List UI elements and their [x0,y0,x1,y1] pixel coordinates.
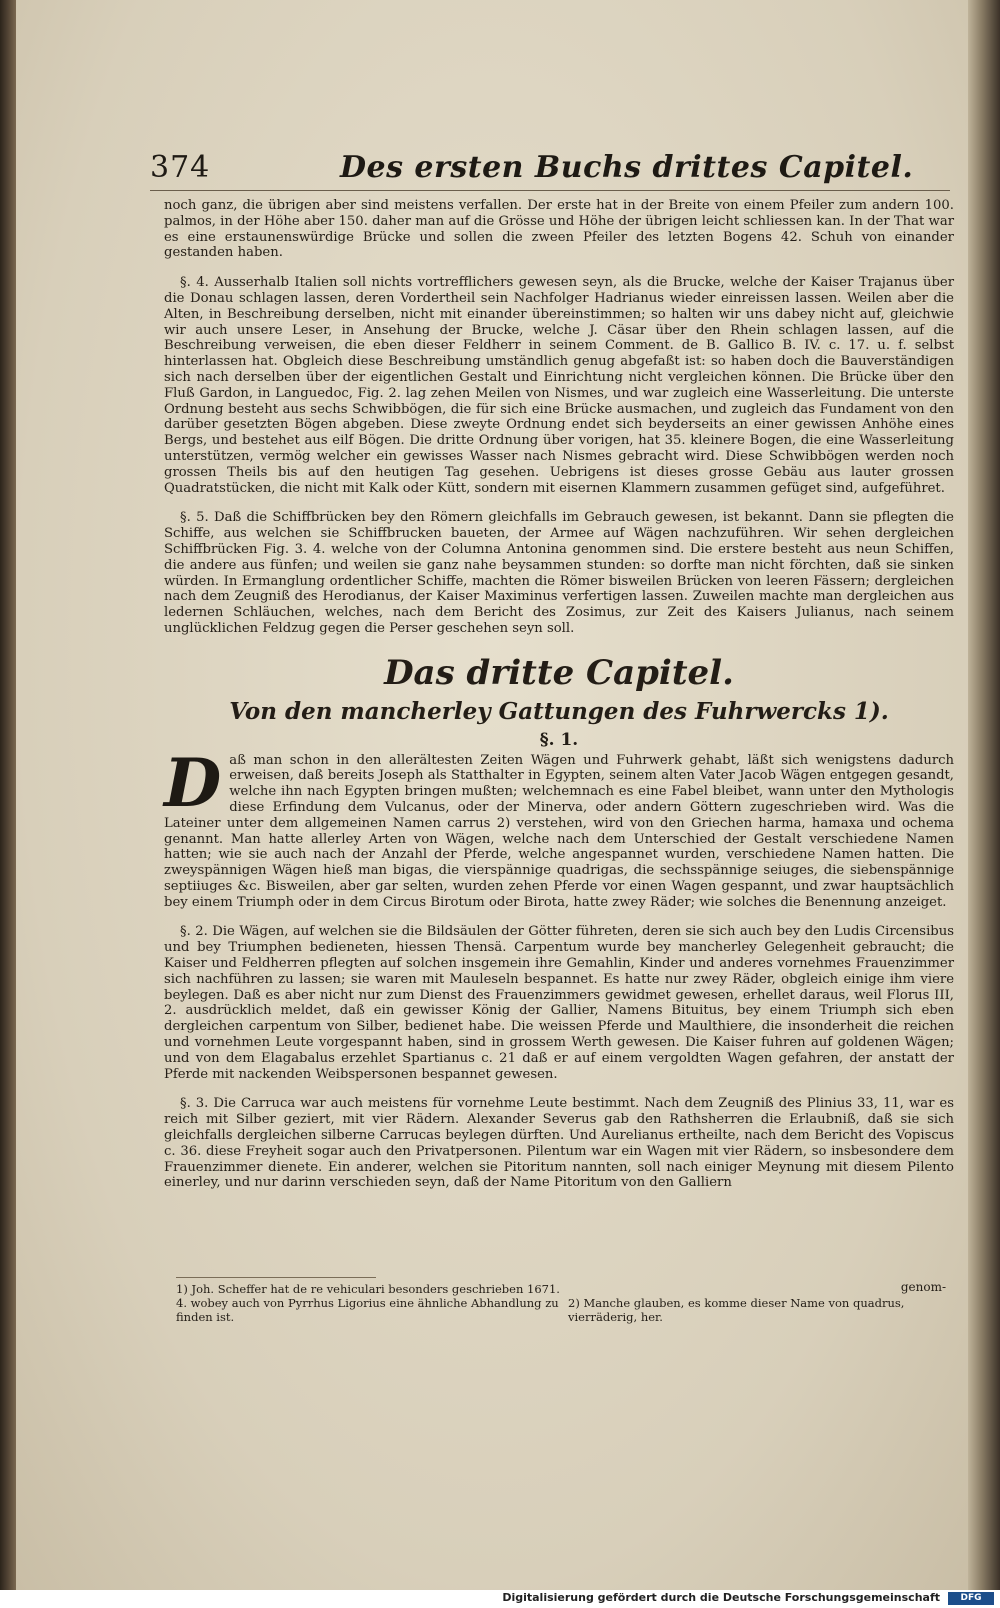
page-stack-edge [968,0,1000,1590]
drop-cap: D [164,743,222,822]
paragraph-chapter-section-3: §. 3. Die Carruca war auch meistens für vornehme Leute bestimmt. Nach dem Zeugniß des Plinius 33, 11, war es reich mit Silber geziert, mit vier Rädern. Alexander Severus gab den Rathsherren die Erlaubniß, daß sie sich gleichfalls dergleichen silberne Carrucas beylegen dürften. Und Aurelianus ertheilte, nach dem Bericht des Vopiscus c. 36. diese Freyheit sogar auch den Privatpersonen. Pilentum war ein Wagen mit vier Rädern, so insbesondere dem Frauenzimmer dienete. Ein anderer, welchen sie Pitoritum nannten, soll nach einiger Meynung mit diesem Pilento einerley, und nur darinn verschieden seyn, daß der Name Pitoritum von den Galliern [164,1096,954,1191]
paragraph-chapter-section-1 [164,743,954,911]
catchword: genom- [900,1280,946,1294]
dfg-logo-icon: DFG [948,1592,994,1605]
chapter-title: Das dritte Capitel. [384,652,734,693]
page-body [164,198,954,1205]
footnote-rule [176,1277,376,1278]
book-binding-edge [0,0,16,1590]
running-head: Des ersten Buchs drittes Capitel. [340,150,914,185]
paragraph-text: aß man schon in den allerältesten Zeiten Wägen und Fuhrwerk gehabt, läßt sich wenigstens dadurch erweisen, daß bereits Joseph als Statthalter in Egypten, seinem alten Vater Jacob Wägen entgegen gesandt, welche ihn nach Egypten bringen mußten; welchemnach es eine Fabel bleibet, wann unter den Mythologis diese Erfindung dem Vulcanus, oder der Minerva, oder andern Göttern zugeschrieben wird. Was die Lateiner unter dem allgemeinen Namen carrus 2) verstehen, wird von den Griechen harma, hamaxa und ochema genannt. Man hatte allerley Arten von Wägen, welche nach dem Unterschied der Gestalt verschiedene Namen hatten; wie sie auch nach der Anzahl der Pferde, welche angespannet wurden, verschiedene Namen hatten. Die zweyspännigen Wägen hieß man bigas, die vierspännige quadrigas, die sechsspännige seiuges, die siebenspännige septiiuges &c. Bisweilen, aber gar selten, wurden zehen Pferde vor einen Wagen gespannt, und zwar hauptsächlich bey einem Triumph oder in dem Circus Birotum oder Birota, hatte zwey Räder; wie solches die Benennung anzeiget. [164,752,954,910]
digitization-footer [0,1590,1000,1608]
paragraph-section-4: §. 4. Ausserhalb Italien soll nichts vortrefflichers gewesen seyn, als die Brucke, welche der Kaiser Trajanus über die Donau schlagen lassen, deren Vordertheil sein Nachfolger Hadrianus wieder einreissen lassen. Weilen aber die Alten, in Beschreibung derselben, nicht mit einander übereinstimmen; so halten wir uns dabey nicht auf, gleichwie wir auch unsere Leser, in Ansehung der Brucke, welche J. Cäsar über den Rhein schlagen lassen, auf die Beschreibung verweisen, die eben dieser Feldherr in seinem Comment. de B. Gallico B. IV. c. 17. u. f. selbst hinterlassen hat. Obgleich diese Beschreibung umständlich genug abgefaßt ist: so haben doch die Bauverständigen sich nach derselben über der eigentlichen Gestalt und Einrichtung nicht vergleichen können. Die Brücke über den Fluß Gardon, in Languedoc, Fig. 2. lag zehen Meilen von Nismes, und war zugleich eine Wasserleitung. Die unterste Ordnung besteht aus sechs Schwibbögen, die für sich eine Brücke ausmachen, und zugleich das Fundament von den darüber gesetzten Bögen abgeben. Diese zweyte Ordnung endet sich beyderseits an einer gewissen Anhöhe eines Bergs, und bestehet aus eilf Bögen. Die dritte Ordnung über vorigen, hat 35. kleinere Bogen, die eine Wasserleitung unterstützen, vermög welcher ein gewisses Wasser nach Nismes gebracht wird. Diese Schwibbögen werden noch grossen Theils bis auf den heutigen Tag gesehen. Uebrigens ist dieses grosse Gebäu aus lauter grossen Quadratstücken, die nicht mit Kalk oder Kütt, sondern mit eisernen Klammern zusammen gefüget sind, aufgeführet. [164,275,954,496]
footnote-2: 2) Manche glauben, es komme dieser Name von quadrus, vierräderig, her. [568,1296,905,1324]
header-rule [150,190,950,191]
page-header [150,150,950,194]
section-mark: §. 1. [539,729,579,750]
paragraph-continuation: noch ganz, die übrigen aber sind meistens verfallen. Der erste hat in der Breite von einem Pfeiler zum andern 100. palmos, in der Höhe aber 150. daher man auf die Grösse und Höhe der übrigen leicht schliessen kan. In der That war es eine erstaunenswürdige Brücke und sollen die zween Pfeiler des letzten Bogens 42. Schuh von einander gestanden haben. [164,198,954,261]
paragraph-chapter-section-2: §. 2. Die Wägen, auf welchen sie die Bildsäulen der Götter führeten, deren sie sich auch bey den Ludis Circensibus und bey Triumphen bedieneten, hiessen Thensä. Carpentum wurde bey mancherley Gelegenheit gebraucht; die Kaiser und Feldherren pflegten auf solchen insgemein ihre Gemahlin, Kinder und anderes vornehmes Frauenzimmer sich nachführen zu lassen; sie waren mit Mauleseln bespannet. Es hatte nur zwey Räder, obgleich einige ihm viere beylegen. Daß es aber nicht nur zum Dienst des Frauenzimmers gewidmet gewesen, erhellet daraus, weil Florus III, 2. ausdrücklich meldet, daß ein gewisser König der Gallier, Namens Bituitus, bey einem Triumph sich eben dergleichen carpentum von Silber, bedienet habe. Die weissen Pferde und Maulthiere, die insonderheit die reichen und vornehmen Leute vorgespannt haben, sind in grossem Werth gewesen. Die Kaiser fuhren auf goldenen Wägen; und von dem Elagabalus erzehlet Spartianus c. 21 daß er auf einem vergoldten Wagen gefahren, der anstatt der Pferde mit nackenden Weibspersonen bespannet gewesen. [164,924,954,1082]
paragraph-section-5: §. 5. Daß die Schiffbrücken bey den Römern gleichfalls im Gebrauch gewesen, ist bekannt. Dann sie pflegten die Schiffe, aus welchen sie Schiffbrucken baueten, der Armee auf Wägen nachzuführen. Wir sehen dergleichen Schiffbrücken Fig. 3. 4. welche von der Columna Antonina genommen sind. Die erstere besteht aus neun Schiffen, die andere aus fünfen; und weilen sie ganz nahe beysammen stunden: so dorfte man nicht förchten, daß sie sinken würden. In Ermanglung ordentlicher Schiffe, machten die Römer bisweilen Brücken von leeren Fässern; dergleichen nach dem Zeugniß des Herodianus, der Kaiser Maximinus verfertigen lassen. Zuweilen machte man dergleichen aus ledernen Schläuchen, welches, nach dem Bericht des Zosimus, zur Zeit des Kaisers Julianus, nach seinem unglücklichen Feldzug gegen die Perser geschehen seyn soll. [164,510,954,636]
chapter-subtitle: Von den mancherley Gattungen des Fuhrwercks 1). [229,697,889,725]
footnote-1: 1) Joh. Scheffer hat de re vehiculari besonders geschrieben 1671. 4. wobey auch von Pyrrhus Ligorius eine ähnliche Abhandlung zu finden ist. [176,1282,560,1324]
funding-credit: Digitalisierung gefördert durch die Deutsche Forschungsgemeinschaft [502,1591,940,1604]
page-number: 374 [150,150,211,185]
